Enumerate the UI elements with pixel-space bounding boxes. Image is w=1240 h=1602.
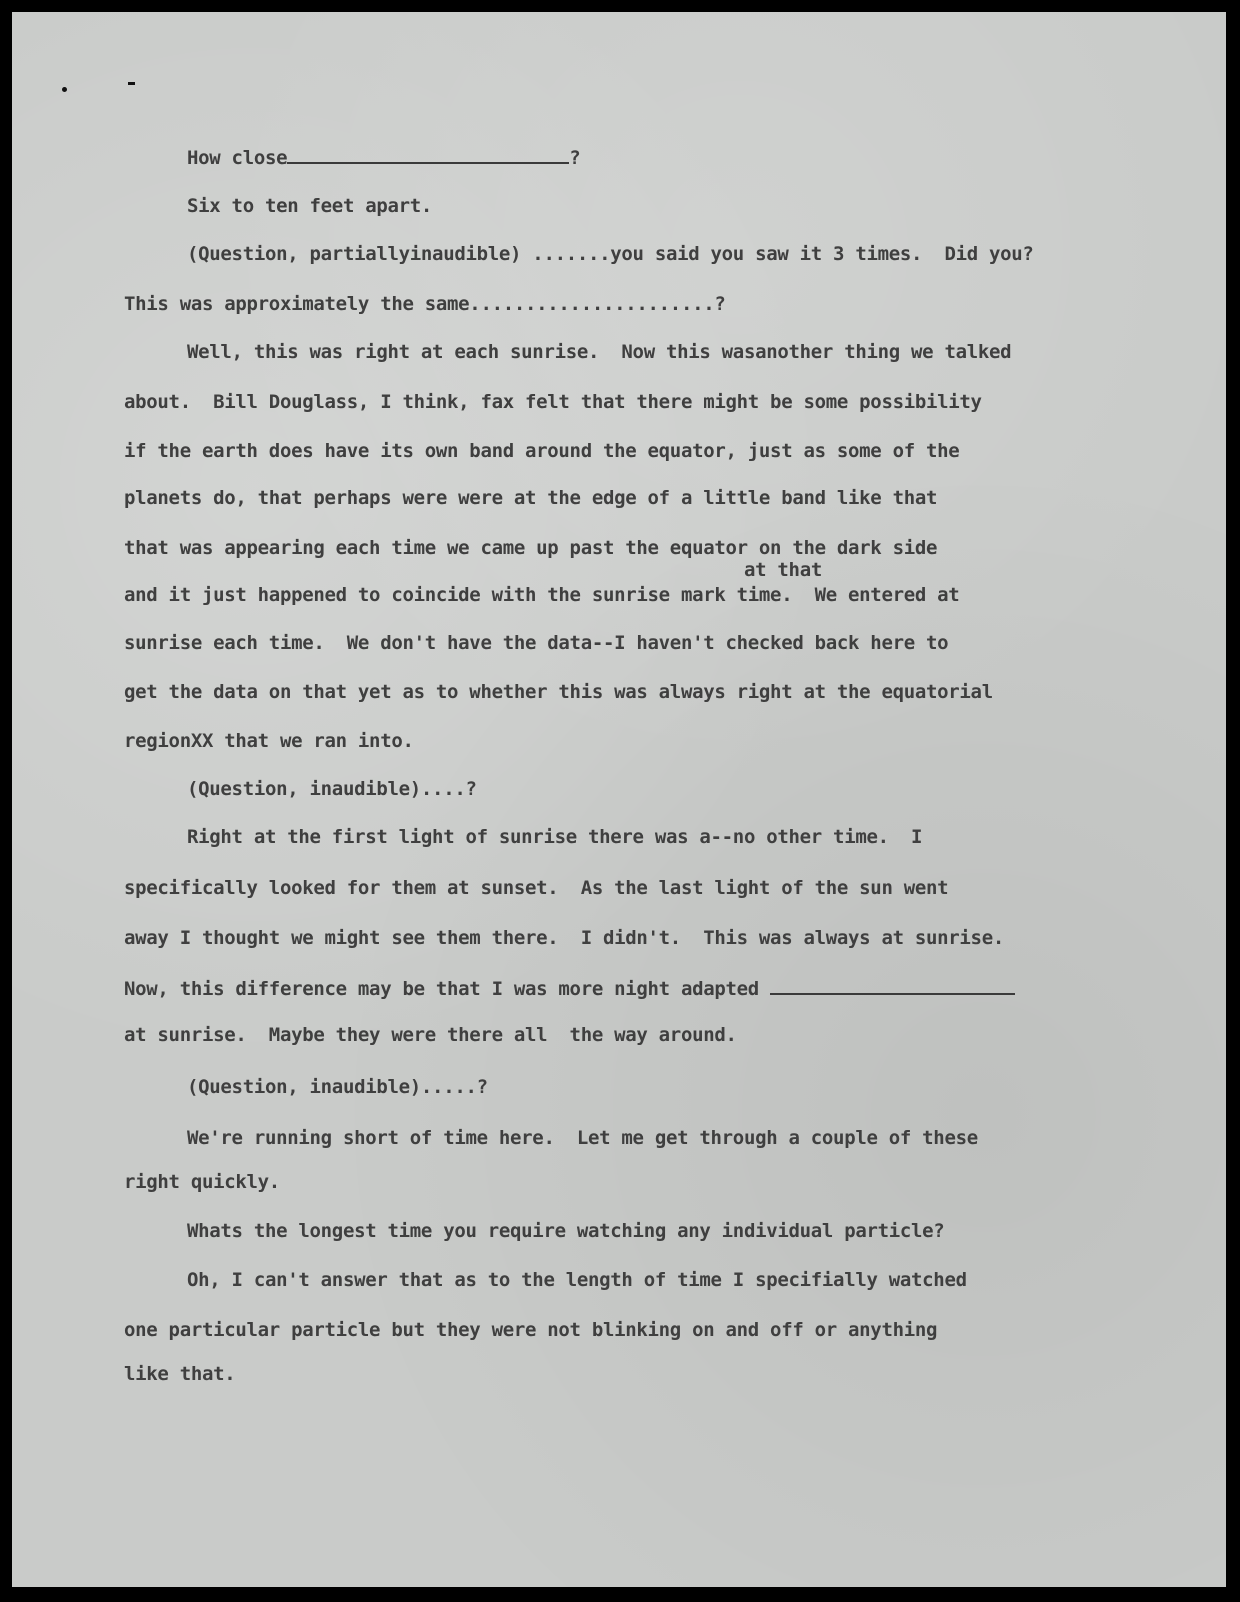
text-line: Right at the first light of sunrise there was a--no other time. I: [187, 826, 923, 848]
text-line: at sunrise. Maybe they were there all the way around.: [124, 1024, 737, 1046]
text-line: Well, this was right at each sunrise. Now this wasanother thing we talked: [187, 341, 1012, 363]
text-line: and it just happened to coincide with the sunrise mark time. We entered at: [124, 584, 960, 606]
underline-blank: [287, 144, 569, 164]
text-line: that was appearing each time we came up past the equator on the dark side: [124, 537, 938, 559]
text-line: Whats the longest time you require watching any individual particle?: [187, 1220, 945, 1242]
text-line: [187, 144, 580, 170]
text-line: (Question, inaudible).....?: [187, 1076, 488, 1098]
text-line-part: Now, this difference may be that I was more night adapted: [124, 978, 759, 1000]
text-line: (Question, inaudible)....?: [187, 778, 477, 800]
text-line: right quickly.: [124, 1171, 280, 1193]
text-line: [124, 975, 1015, 1001]
text-line: (Question, partiallyinaudible) .......you said you saw it 3 times. Did you?: [187, 243, 1034, 265]
text-line: Oh, I can't answer that as to the length of time I specifially watched: [187, 1269, 967, 1291]
text-line: Six to ten feet apart.: [187, 195, 433, 217]
text-line: away I thought we might see them there. I didn't. This was always at sunrise.: [124, 927, 1004, 949]
text-line: We're running short of time here. Let me get through a couple of these: [187, 1127, 978, 1149]
text-line-part: ?: [569, 147, 581, 169]
text-line: get the data on that yet as to whether this was always right at the equatorial: [124, 681, 993, 703]
underline-blank: [770, 975, 1015, 995]
text-line: like that.: [124, 1363, 236, 1385]
text-line: specifically looked for them at sunset. As the last light of the sun went: [124, 877, 949, 899]
interlinear-insertion: at that: [744, 559, 822, 581]
text-line: planets do, that perhaps were were at the edge of a little band like that: [124, 487, 938, 509]
text-line: regionXX that we ran into.: [124, 730, 414, 752]
text-line: sunrise each time. We don't have the data--I haven't checked back here to: [124, 632, 949, 654]
text-line-part: How close: [187, 147, 288, 169]
text-line: about. Bill Douglass, I think, fax felt that there might be some possibility: [124, 391, 982, 413]
text-line: This was approximately the same......................?: [124, 293, 726, 315]
text-line: one particular particle but they were not blinking on and off or anything: [124, 1319, 938, 1341]
transcript-body: [12, 12, 1226, 1385]
text-line: if the earth does have its own band around the equator, just as some of the: [124, 440, 960, 462]
document-page: [12, 12, 1226, 1587]
